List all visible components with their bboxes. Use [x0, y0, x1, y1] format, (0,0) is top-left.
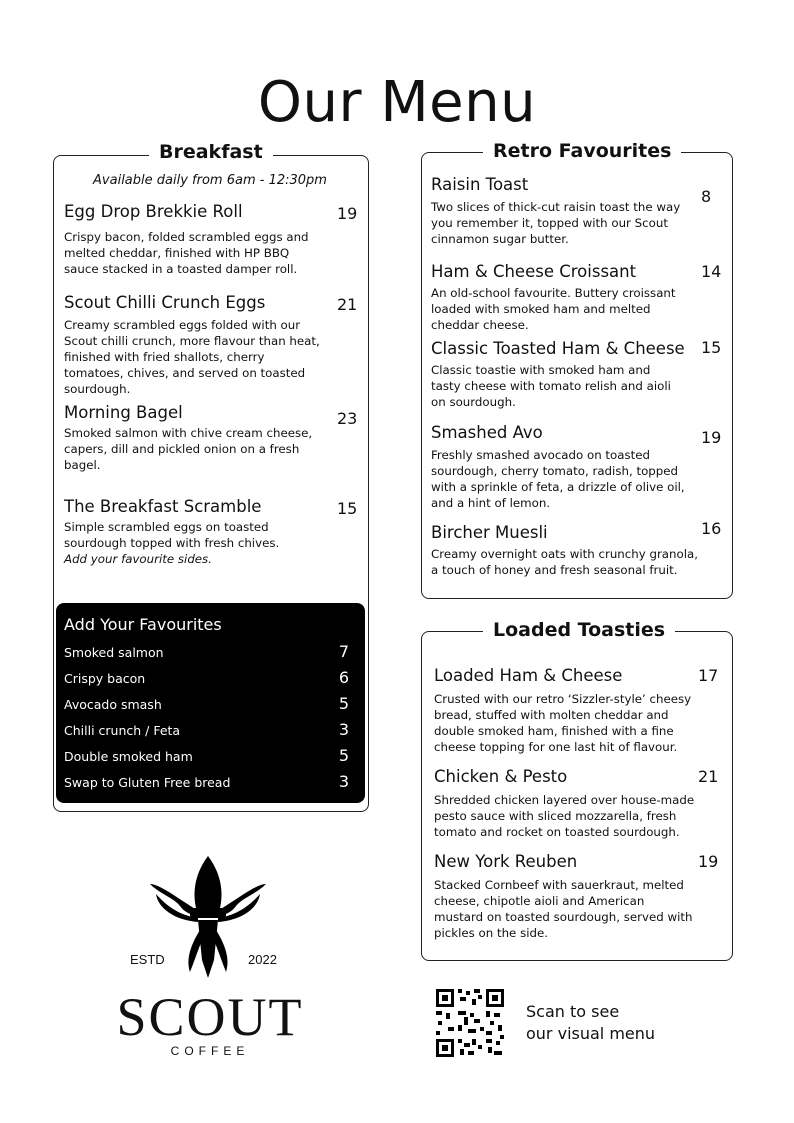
favourite-name: Smoked salmon [64, 645, 164, 660]
item-description: Stacked Cornbeef with sauerkraut, melted cheese, chipotle aioli and American mustard on toasted sourdough, served with pickles on the side. [434, 878, 693, 940]
retro-heading: Retro Favourites [483, 140, 681, 162]
qr-caption-line-1: Scan to see [526, 1002, 620, 1021]
favourite-price: 6 [338, 668, 349, 687]
item-price: 16 [701, 519, 722, 538]
qr-caption [526, 1001, 655, 1045]
logo-estd: ESTD [130, 952, 165, 967]
favourite-row [64, 642, 357, 661]
favourite-price: 3 [338, 720, 349, 739]
item-name: Smashed Avo [431, 423, 543, 442]
item-name: Bircher Muesli [431, 523, 548, 542]
item-name: New York Reuben [434, 852, 578, 871]
menu-item [64, 403, 358, 473]
item-price: 15 [701, 338, 722, 357]
item-price: 14 [701, 262, 722, 281]
item-name: The Breakfast Scramble [64, 497, 262, 516]
favourite-row [64, 668, 357, 687]
favourite-price: 5 [338, 746, 349, 765]
item-name: Loaded Ham & Cheese [434, 666, 623, 685]
favourite-row [64, 772, 357, 791]
menu-item [64, 293, 358, 397]
page-title: Our Menu [257, 70, 537, 135]
menu-item [64, 497, 358, 567]
item-price: 19 [701, 428, 722, 447]
favourite-price: 3 [338, 772, 349, 791]
item-price: 17 [698, 666, 719, 685]
menu-item [431, 339, 721, 410]
add-favourites-panel [56, 603, 365, 803]
menu-item [431, 519, 722, 578]
toasties-heading: Loaded Toasties [483, 619, 675, 641]
item-description: Two slices of thick-cut raisin toast the way you remember it, topped with our Scout cinnamon sugar butter. [431, 200, 681, 246]
item-description: Shredded chicken layered over house-made pesto sauce with sliced mozzarella, fresh tomato and rocket on toasted sourdough. [434, 793, 695, 839]
favourite-price: 7 [338, 642, 349, 661]
menu-item [434, 767, 724, 840]
item-price: 15 [337, 499, 358, 518]
qr-code[interactable] [434, 987, 506, 1059]
favourite-row [64, 746, 357, 765]
item-description: Classic toastie with smoked ham and tasty cheese with tomato relish and aioli on sourdough. [431, 363, 671, 409]
menu-item [431, 423, 721, 511]
item-note: Add your favourite sides. [64, 552, 212, 566]
menu-item [64, 202, 358, 277]
item-price: 8 [701, 187, 712, 206]
item-description: An old-school favourite. Buttery croissant loaded with smoked ham and melted cheddar cheese. [431, 286, 676, 332]
favourites-heading: Add Your Favourites [64, 615, 222, 634]
favourite-price: 5 [338, 694, 349, 713]
menu-item [431, 262, 721, 333]
scout-coffee-logo [100, 850, 320, 1070]
item-description: Creamy overnight oats with crunchy granola, a touch of honey and fresh seasonal fruit. [431, 547, 698, 577]
item-name: Egg Drop Brekkie Roll [64, 202, 243, 221]
logo-sub: COFFEE [170, 1044, 250, 1058]
item-description: Creamy scrambled eggs folded with our Scout chilli crunch, more flavour than heat, finished with fried shallots, cherry tomatoes, chives, and served on toasted sourdough. [64, 318, 320, 396]
item-description: Crusted with our retro ‘Sizzler-style’ cheesy bread, stuffed with molten cheddar and double smoked ham, finished with a fine cheese topping for one last hit of flavour. [434, 692, 692, 754]
favourite-name: Crispy bacon [64, 671, 146, 686]
qr-caption-line-2: our visual menu [526, 1024, 656, 1043]
item-name: Ham & Cheese Croissant [431, 262, 637, 281]
item-name: Raisin Toast [431, 175, 529, 194]
item-price: 19 [698, 852, 719, 871]
item-name: Morning Bagel [64, 403, 183, 422]
favourite-row [64, 720, 357, 739]
logo-name: SCOUT [116, 987, 304, 1047]
logo-year: 2022 [248, 952, 277, 967]
item-description: Freshly smashed avocado on toasted sourdough, cherry tomato, radish, topped with a sprinkle of feta, a drizzle of olive oil, and a hint of lemon. [431, 448, 685, 510]
favourite-name: Avocado smash [64, 697, 162, 712]
qr-code-icon [434, 987, 506, 1059]
breakfast-heading: Breakfast [149, 141, 273, 163]
item-name: Chicken & Pesto [434, 767, 568, 786]
item-description: Crispy bacon, folded scrambled eggs and melted cheddar, finished with HP BBQ sauce stacked in a toasted damper roll. [64, 230, 309, 276]
item-price: 21 [698, 767, 719, 786]
item-description: Smoked salmon with chive cream cheese, capers, dill and pickled onion on a fresh bagel. [64, 426, 313, 472]
item-name: Scout Chilli Crunch Eggs [64, 293, 266, 312]
menu-item [434, 666, 724, 755]
item-price: 21 [337, 295, 358, 314]
favourite-row [64, 694, 357, 713]
favourite-name: Double smoked ham [64, 749, 193, 764]
menu-item [434, 852, 724, 941]
breakfast-availability: Available daily from 6am - 12:30pm [93, 173, 327, 188]
item-name: Classic Toasted Ham & Cheese [431, 339, 685, 358]
item-price: 23 [337, 409, 358, 428]
item-description: Simple scrambled eggs on toasted sourdough topped with fresh chives. [64, 520, 280, 550]
favourite-name: Chilli crunch / Feta [64, 723, 181, 738]
item-price: 19 [337, 204, 358, 223]
menu-item [431, 175, 721, 247]
favourite-name: Swap to Gluten Free bread [64, 775, 231, 790]
